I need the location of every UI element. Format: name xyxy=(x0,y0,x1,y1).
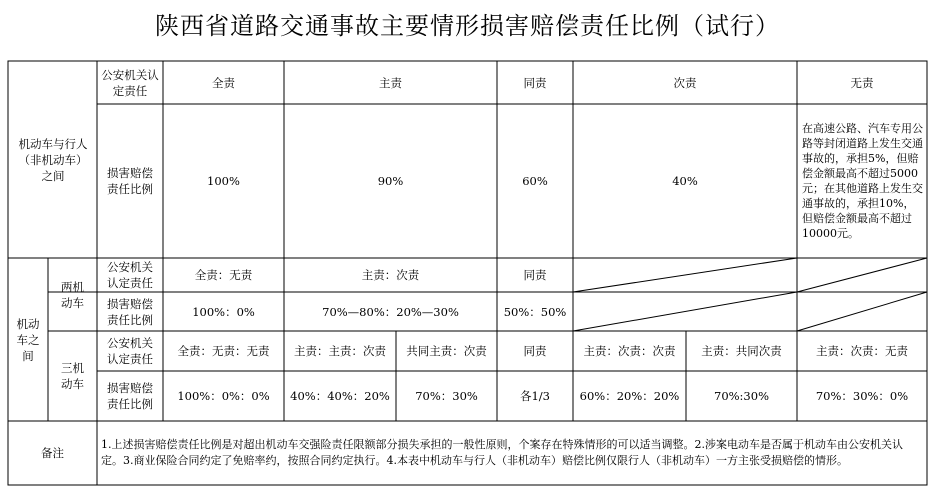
page-title: 陕西省道路交通事故主要情形损害赔偿责任比例（试行） xyxy=(155,12,780,40)
pedestrian-minor: 40% xyxy=(672,174,698,188)
pedestrian-main: 90% xyxy=(377,174,404,188)
two-resp-main: 主责：次责 xyxy=(361,268,420,282)
three-resp-cell: 主责：次责：次责 xyxy=(583,344,676,358)
three-ratio-cell: 70%：30%：0% xyxy=(815,389,909,403)
two-ratio-same: 50%：50% xyxy=(503,304,567,319)
pedestrian-label: 机动车与行人（非机动车）之间 xyxy=(18,136,88,183)
two-ratio-full: 100%：0% xyxy=(192,304,255,319)
three-ratio-cell: 各1/3 xyxy=(519,389,550,403)
three-ratio-cell: 60%：20%：20% xyxy=(579,389,680,403)
three-resp-label: 公安机关认定责任 xyxy=(107,336,153,366)
three-resp-cell: 全责：无责：无责 xyxy=(177,344,270,358)
two-resp-label: 公安机关认定责任 xyxy=(107,260,153,290)
three-resp-cell: 主责：主责：次责 xyxy=(294,344,386,358)
three-resp-cell: 同责 xyxy=(523,344,547,358)
vehicles-label: 机动车之间 xyxy=(16,316,40,363)
three-ratio-cell: 70%：30% xyxy=(415,389,478,403)
notes-text: 1.上述损害赔偿责任比例是对超出机动车交强险责任限额部分损失承担的一般性原则，个案存在特殊情形的可以适当调整。2.涉案电动车是否属于机动车由公安机关认定。3.商业保险合同约定了免赔率约，按照合同约定执行。4.本表中机动车与行人（非机动车）赔偿比例仅限行人（非机动车）一方主张受损赔偿的情形。 xyxy=(101,438,903,467)
pedestrian-full: 100% xyxy=(207,174,240,188)
three-ratio-cell: 40%：40%：20% xyxy=(290,389,390,403)
header-minor: 次责 xyxy=(673,75,697,90)
two-resp-same: 同责 xyxy=(523,268,547,282)
three-resp-cell: 主责：共同次责 xyxy=(701,344,782,358)
header-same: 同责 xyxy=(523,75,547,90)
pedestrian-none: 在高速公路、汽车专用公路等封闭道路上发生交通事故的，承担5%，但赔偿金额最高不超过5000元；在其他道路上发生交通事故的，承担10%，但赔偿金额最高不超过10000元。 xyxy=(802,122,923,240)
header-police-resp: 公安机关认定责任 xyxy=(101,67,159,98)
three-resp-cell: 共同主责：次责 xyxy=(406,344,487,358)
two-resp-full: 全责：无责 xyxy=(194,268,253,282)
three-ratio-cell: 100%：0%：0% xyxy=(177,389,270,403)
pedestrian-same: 60% xyxy=(522,174,548,188)
three-ratio-cell: 70%:30% xyxy=(714,389,769,403)
header-main: 主责 xyxy=(379,75,402,90)
header-full: 全责 xyxy=(212,75,235,90)
two-vehicles-label: 两机动车 xyxy=(61,279,84,310)
two-ratio-label: 损害赔偿责任比例 xyxy=(107,296,153,327)
three-vehicles-label: 三机动车 xyxy=(61,361,84,391)
two-ratio-main: 70%—80%：20%—30% xyxy=(322,304,459,319)
pedestrian-ratio-label: 损害赔偿责任比例 xyxy=(107,166,153,196)
three-ratio-label: 损害赔偿责任比例 xyxy=(107,381,153,411)
header-none: 无责 xyxy=(850,75,874,90)
three-resp-cell: 主责：次责：无责 xyxy=(816,344,908,358)
notes-label: 备注 xyxy=(41,446,64,460)
